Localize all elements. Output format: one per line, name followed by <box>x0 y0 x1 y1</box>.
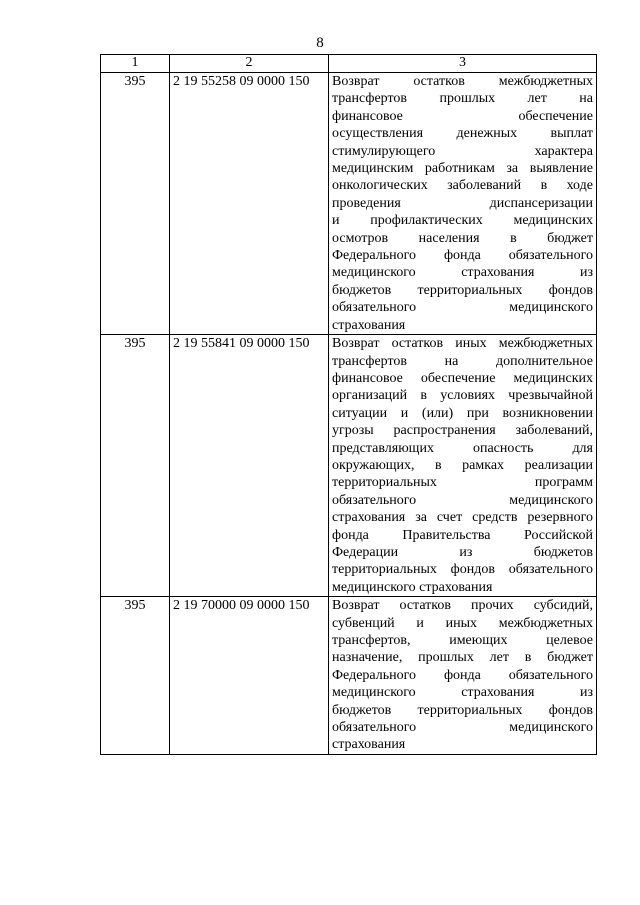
revenue-description-cell <box>329 335 597 597</box>
description-line: окружающих, в рамках реализации <box>332 457 593 473</box>
description-line: Федерального фонда обязательного <box>332 667 593 683</box>
description-line: медицинского страхования из <box>332 265 593 281</box>
description-line: субвенций и иных межбюджетных <box>332 615 593 631</box>
budget-classification-code-cell: 2 19 55258 09 0000 150 <box>170 73 329 335</box>
description-line: обязательного медицинского <box>332 300 593 316</box>
description-line: медицинским работникам за выявление <box>332 161 593 177</box>
description-line: территориальных фондов обязательного <box>332 562 593 578</box>
description-line: страхования <box>332 737 406 753</box>
description-line: медицинского страхования <box>332 579 493 595</box>
description-line: территориальных программ <box>332 475 593 491</box>
description-line: Возврат остатков прочих субсидий, <box>332 598 593 614</box>
description-line: страхования <box>332 317 406 333</box>
description-line: представляющих опасность для <box>332 440 593 456</box>
column-header-1: 1 <box>101 55 170 73</box>
revenue-description-cell <box>329 597 597 755</box>
description-line: онкологических заболеваний в ходе <box>332 178 593 194</box>
column-header-2: 2 <box>170 55 329 73</box>
description-line: угрозы распространения заболеваний, <box>332 423 593 439</box>
description-line: Возврат остатков межбюджетных <box>332 74 593 89</box>
description-line: страхования за счет средств резервного <box>332 510 593 526</box>
revenue-description-cell <box>329 73 597 335</box>
description-line: назначение, прошлых лет в бюджет <box>332 650 593 666</box>
description-line: медицинского страхования из <box>332 685 593 701</box>
description-line: трансфертов, имеющих целевое <box>332 633 593 648</box>
description-line: и профилактических медицинских <box>332 213 593 229</box>
table-row <box>101 597 597 755</box>
column-header-3: 3 <box>329 55 597 73</box>
description-line: трансфертов прошлых лет на <box>332 91 593 107</box>
description-line: Федерации из бюджетов <box>332 544 593 560</box>
description-line: трансфертов на дополнительное <box>332 353 593 369</box>
administrator-code-cell: 395 <box>101 597 170 755</box>
description-line: финансовое обеспечение <box>332 108 593 124</box>
description-line: Возврат остатков иных межбюджетных <box>332 336 593 352</box>
description-line: фонда Правительства Российской <box>332 527 593 543</box>
administrator-code-cell: 395 <box>101 73 170 335</box>
description-line: Федерального фонда обязательного <box>332 248 593 264</box>
description-line: осмотров населения в бюджет <box>332 230 593 246</box>
description-line: ситуации и (или) при возникновении <box>332 405 593 421</box>
description-line: бюджетов территориальных фондов <box>332 282 593 298</box>
page-number: 8 <box>316 35 324 51</box>
budget-code-table <box>100 54 597 755</box>
table-body <box>101 73 597 755</box>
description-line: бюджетов территориальных фондов <box>332 702 593 718</box>
description-line: обязательного медицинского <box>332 720 593 736</box>
table-row <box>101 73 597 335</box>
description-line: финансовое обеспечение медицинских <box>332 370 593 386</box>
description-line: проведения диспансеризации <box>332 195 593 211</box>
description-line: организаций в условиях чрезвычайной <box>332 388 593 404</box>
budget-classification-code-cell: 2 19 70000 09 0000 150 <box>170 597 329 755</box>
description-line: осуществления денежных выплат <box>332 126 593 142</box>
table-header-row <box>101 55 597 73</box>
table-row <box>101 335 597 597</box>
budget-classification-code-cell: 2 19 55841 09 0000 150 <box>170 335 329 597</box>
description-line: обязательного медицинского <box>332 492 593 508</box>
description-line: стимулирующего характера <box>332 143 593 159</box>
administrator-code-cell: 395 <box>101 335 170 597</box>
